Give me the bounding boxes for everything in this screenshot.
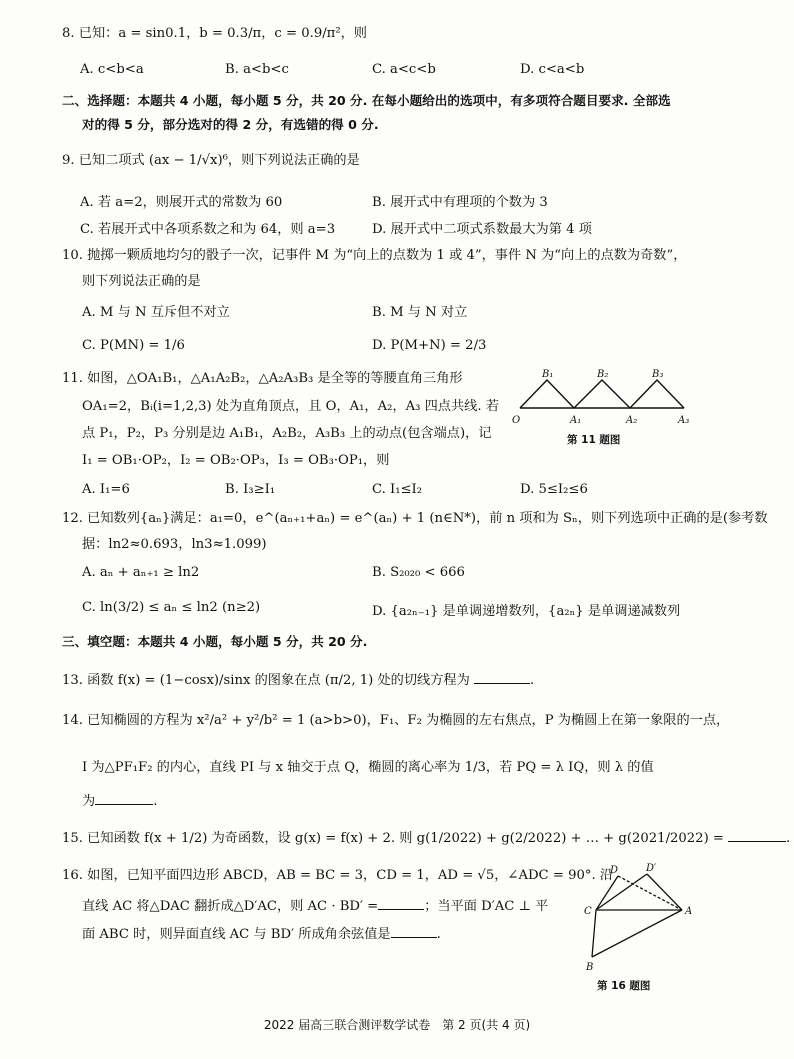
q8-option-d: D. c<a<b (520, 62, 585, 77)
q11-stem-3: 点 P₁，P₂，P₃ 分别是边 A₁B₁，A₂B₂，A₃B₃ 上的动点(包含端点)，记 (82, 426, 492, 441)
label-d-prime: D′ (646, 863, 657, 874)
q8-option-c: C. a<c<b (372, 62, 436, 77)
q15-text: 15. 已知函数 f(x + 1/2) 为奇函数，设 g(x) = f(x) + 2. 则 g(1/2022) + g(2/2022) + … + g(2021/2022) = (62, 831, 724, 846)
q10-option-b: B. M 与 N 对立 (372, 305, 468, 320)
page-footer: 2022 届高三联合测评数学试卷 第 2 页(共 4 页) (263, 1018, 531, 1032)
q16-answer-blank-1[interactable] (378, 896, 424, 910)
line-ba (592, 910, 682, 957)
q16-figure (574, 862, 704, 974)
line-cd (596, 876, 618, 910)
q16-text-2: 直线 AC 将△DAC 翻折成△D′AC，则 AC · BD′ = (82, 899, 379, 914)
q15-answer-blank[interactable] (728, 828, 786, 842)
q16-stem-3: 面 ABC 时，则异面直线 AC 与 BD′ 所成角余弦值是 . (82, 924, 441, 943)
q11-stem-4: I₁ = OB₁·OP₂，I₂ = OB₂·OP₃，I₃ = OB₃·OP₁，则 (82, 453, 390, 468)
q10-option-a: A. M 与 N 互斥但不对立 (82, 305, 230, 320)
label-b2: B₂ (597, 369, 609, 380)
q9-option-a: A. 若 a=2，则展开式的常数为 60 (80, 195, 283, 210)
q16-text-2b: ；当平面 D′AC ⊥ 平 (424, 899, 549, 914)
q14-stem: 14. 已知椭圆的方程为 x²/a² + y²/b² = 1 (a>b>0)，F₁、F₂ 为椭圆的左右焦点，P 为椭圆上在第一象限的一点， (62, 713, 730, 728)
q16-stem-2 (82, 896, 548, 915)
q10-stem: 10. 抛掷一颗质地均匀的骰子一次，记事件 M 为“向上的点数为 1 或 4”，事件 N 为“向上的点数为奇数”， (62, 248, 687, 263)
q12-option-c: C. ln(3/2) ≤ aₙ ≤ ln2 (n≥2) (82, 600, 261, 615)
q10-stem-cont: 则下列说法正确的是 (82, 274, 201, 289)
line-cd-prime (596, 874, 647, 910)
q8-option-b: B. a<b<c (225, 62, 289, 77)
q12-option-d: D. {a₂ₙ₋₁} 是单调递增数列，{a₂ₙ} 是单调递减数列 (372, 604, 681, 619)
q12-stem-cont: 据：ln2≈0.693，ln3≈1.099) (82, 537, 267, 552)
line-d-prime-a (647, 874, 682, 910)
q11-stem-2: OA₁=2，Bᵢ(i=1,2,3) 处为直角顶点，且 O，A₁，A₂，A₃ 四点共线. 若 (82, 399, 499, 414)
q9-stem: 9. 已知二项式 (ax − 1/√x)⁶，则下列说法正确的是 (62, 153, 360, 168)
label-b1: B₁ (542, 369, 554, 380)
q8-stem: 8. 已知：a = sin0.1，b = 0.3/π，c = 0.9/π²，则 (62, 26, 367, 41)
label-a2: A₂ (626, 415, 638, 426)
q13-answer-blank[interactable] (474, 670, 530, 684)
label-b3: B₃ (652, 369, 664, 380)
q11-option-b: B. I₃≥I₁ (225, 482, 276, 497)
q14-stem-2: I 为△PF₁F₂ 的内心，直线 PI 与 x 轴交于点 Q，椭圆的离心率为 1/3，若 PQ = λ IQ，则 λ 的值 (82, 760, 654, 775)
q13-text: 13. 函数 f(x) = (1−cosx)/sinx 的图象在点 (π/2, 1) 处的切线方程为 (62, 673, 470, 688)
q16-answer-blank-2[interactable] (391, 924, 437, 938)
q11-option-c: C. I₁≤I₂ (372, 482, 423, 497)
line-cb (592, 910, 596, 957)
q11-option-a: A. I₁=6 (82, 482, 130, 497)
q15-stem: 15. 已知函数 f(x + 1/2) 为奇函数，设 g(x) = f(x) + 2. 则 g(1/2022) + g(2/2022) + … + g(2021/2022) = . (62, 828, 790, 847)
q11-stem: 11. 如图，△OA₁B₁，△A₁A₂B₂，△A₂A₃B₃ 是全等的等腰直角三角形 (62, 371, 463, 386)
q16-text-3: 面 ABC 时，则异面直线 AC 与 BD′ 所成角余弦值是 (82, 927, 391, 942)
q9-option-d: D. 展开式中二项式系数最大为第 4 项 (372, 222, 592, 237)
label-a1: A₁ (570, 415, 582, 426)
q14-text-3: 为 (82, 794, 96, 809)
q12-stem: 12. 已知数列{aₙ}满足：a₁=0，e^(aₙ₊₁+aₙ) = e^(aₙ) + 1 (n∈N*)，前 n 项和为 Sₙ，则下列选项中正确的是(参考数 (62, 511, 768, 526)
q9-option-b: B. 展开式中有理项的个数为 3 (372, 195, 548, 210)
q9-option-c: C. 若展开式中各项系数之和为 64，则 a=3 (80, 222, 336, 237)
q11-figure (508, 366, 698, 430)
label-o: O (512, 415, 521, 426)
section3-heading: 三、填空题：本题共 4 小题，每小题 5 分，共 20 分. (62, 634, 368, 649)
label-a: A (685, 906, 693, 917)
triangle-3 (630, 380, 684, 408)
triangle-1 (520, 380, 574, 408)
label-b: B (586, 962, 594, 973)
triangle-2 (574, 380, 630, 408)
label-a3: A₃ (678, 415, 690, 426)
line-da-dashed (618, 876, 682, 910)
q11-figure-caption: 第 11 题图 (567, 434, 621, 446)
q16-stem: 16. 如图，已知平面四边形 ABCD，AB = BC = 3，CD = 1，AD = √5，∠ADC = 90°. 沿 (62, 868, 614, 883)
q13-stem: 13. 函数 f(x) = (1−cosx)/sinx 的图象在点 (π/2, 1) 处的切线方程为 . (62, 670, 534, 689)
label-c: C (584, 906, 592, 917)
q10-option-d: D. P(M+N) = 2/3 (372, 338, 487, 353)
label-d: D (610, 865, 619, 876)
q14-stem-3: 为 . (82, 791, 157, 810)
q8-option-a: A. c<b<a (80, 62, 144, 77)
q11-option-d: D. 5≤I₂≤6 (520, 482, 588, 497)
q10-option-c: C. P(MN) = 1/6 (82, 338, 185, 353)
q16-figure-caption: 第 16 题图 (597, 980, 651, 992)
section2-heading: 二、选择题：本题共 4 小题，每小题 5 分，共 20 分. 在每小题给出的选项中，有多项符合题目要求. 全部选 (62, 93, 671, 108)
q12-option-a: A. aₙ + aₙ₊₁ ≥ ln2 (82, 565, 200, 580)
q14-answer-blank[interactable] (95, 791, 153, 805)
q12-option-b: B. S₂₀₂₀ < 666 (372, 565, 465, 580)
section2-heading-cont: 对的得 5 分，部分选对的得 2 分，有选错的得 0 分. (82, 117, 379, 132)
